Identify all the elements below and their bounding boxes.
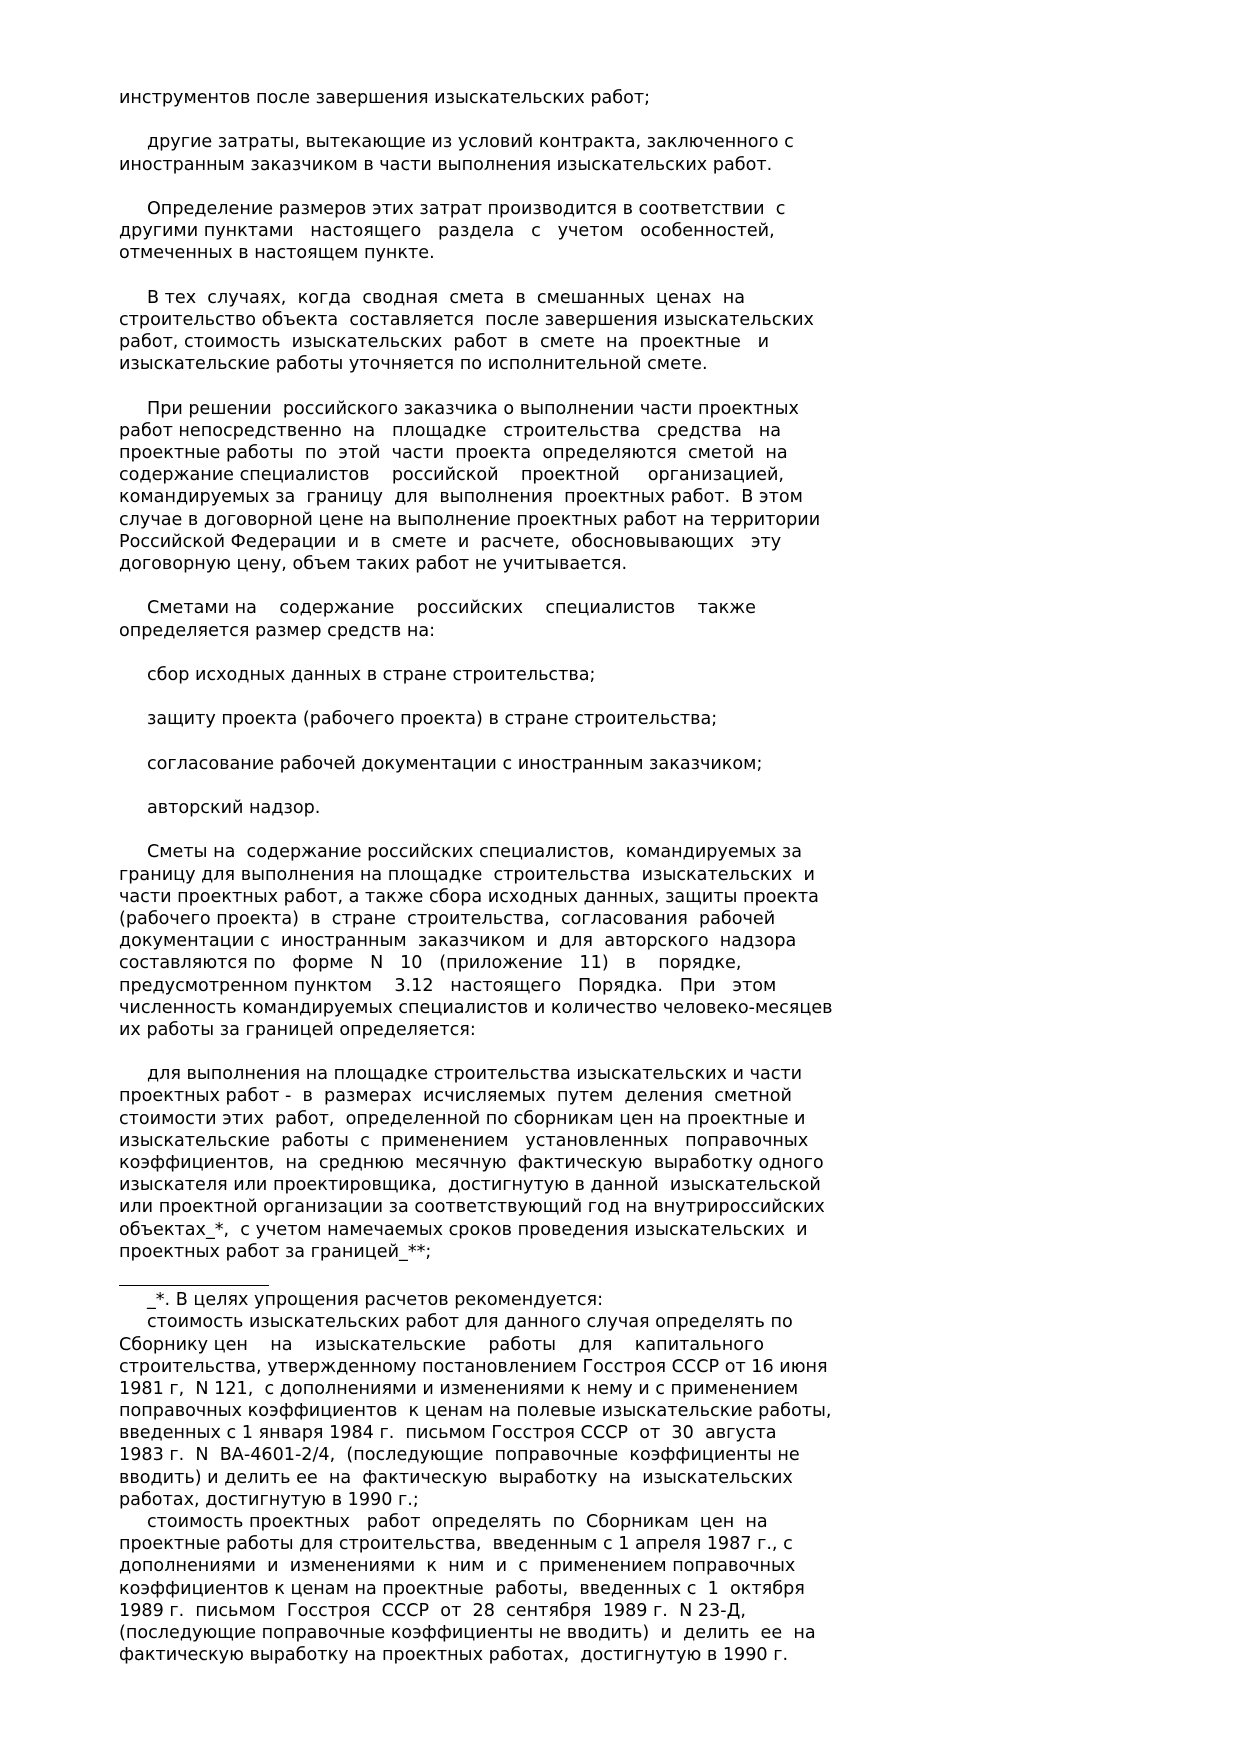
paragraph (119, 198, 1119, 265)
text-line: строительство объекта составляется после завершения изыскательских (119, 309, 814, 330)
footnote-line: (последующие поправочные коэффициенты не вводить) и делить ее на (119, 1622, 816, 1643)
text-line: (рабочего проекта) в стране строительства, согласования рабочей (119, 908, 776, 929)
paragraph (119, 131, 1119, 175)
text-line: работ непосредственно на площадке строительства средства на (119, 420, 782, 441)
text-line: другими пунктами настоящего раздела с учетом особенностей, (119, 221, 775, 242)
text-line: стоимости этих работ, определенной по сборникам цен на проектные и (119, 1108, 806, 1129)
paragraph (119, 708, 1119, 730)
text-line: случае в договорной цене на выполнение проектных работ на территории (119, 509, 821, 530)
text-line: изыскательские работы уточняется по исполнительной смете. (119, 354, 708, 375)
text-line: документации с иностранным заказчиком и для авторского надзора (119, 931, 797, 952)
text-line: согласование рабочей документации с иностранным заказчиком; (119, 753, 763, 774)
paragraph (119, 797, 1119, 819)
text-line: предусмотренном пунктом 3.12 настоящего Порядка. При этом (119, 975, 777, 996)
footnote-line: проектные работы для строительства, введенным с 1 апреля 1987 г., с (119, 1534, 793, 1555)
footnote-line: работах, достигнутую в 1990 г.; (119, 1489, 419, 1510)
paragraph (119, 1063, 1119, 1263)
text-line: коэффициентов, на среднюю месячную фактическую выработку одного (119, 1153, 824, 1173)
text-line: отмеченных в настоящем пункте. (119, 243, 435, 264)
paragraph (119, 664, 1119, 686)
text-line: изыскателя или проектировщика, достигнутую в данной изыскательской (119, 1175, 821, 1196)
text-line: для выполнения на площадке строительства изыскательских и части (119, 1064, 803, 1085)
text-line: Определение размеров этих затрат производится в соответствии с (119, 198, 786, 219)
footnote-line: строительства, утвержденному постановлением Госстроя СССР от 16 июня (119, 1356, 828, 1377)
footnote-line: дополнениями и изменениями к ним и с применением поправочных (119, 1556, 796, 1577)
text-line: договорную цену, объем таких работ не учитывается. (119, 553, 628, 574)
text-line: Сметами на содержание российских специалистов также (119, 598, 756, 619)
footnote-line: стоимость изыскательских работ для данного случая определять по (119, 1312, 793, 1333)
text-line: численность командируемых специалистов и количество человеко-месяцев (119, 997, 833, 1018)
document-body (119, 87, 1119, 1263)
text-line: определяется размер средств на: (119, 620, 436, 641)
footnote-line: вводить) и делить ее на фактическую выработку на изыскательских (119, 1467, 793, 1488)
footnote-line: поправочных коэффициентов к ценам на полевые изыскательские работы, (119, 1401, 832, 1422)
paragraph (119, 841, 1119, 1041)
paragraph (119, 753, 1119, 775)
text-line: защиту проекта (рабочего проекта) в стране строительства; (119, 709, 718, 730)
text-line: или проектной организации за соответствующий год на внутрироссийских (119, 1197, 825, 1218)
text-line: При решении российского заказчика о выполнении части проектных (119, 398, 799, 419)
text-line: составляются по форме N 10 (приложение 11) в порядке, (119, 953, 742, 974)
footnote-line: _*. В целях упрощения расчетов рекомендуется: (119, 1290, 604, 1311)
paragraph (119, 87, 1119, 109)
document-page (119, 87, 1119, 1666)
text-line: иностранным заказчиком в части выполнения изыскательских работ. (119, 154, 773, 175)
text-line: проектных работ - в размерах исчисляемых путем деления сметной (119, 1086, 792, 1107)
text-line: их работы за границей определяется: (119, 1019, 476, 1040)
text-line: объектах_*, с учетом намечаемых сроков проведения изыскательских и (119, 1219, 808, 1240)
footnote-line: коэффициентов к ценам на проектные работы, введенных с 1 октября (119, 1578, 805, 1599)
text-line: В тех случаях, когда сводная смета в смешанных ценах на (119, 287, 746, 308)
footnote-line: стоимость проектных работ определять по Сборникам цен на (119, 1512, 768, 1532)
text-line: сбор исходных данных в стране строительства; (119, 664, 596, 685)
footnote-line: 1989 г. письмом Госстроя СССР от 28 сентября 1989 г. N 23-Д, (119, 1600, 746, 1621)
text-line: авторский надзор. (119, 798, 321, 818)
paragraph (119, 398, 1119, 576)
text-line: изыскательские работы с применением установленных поправочных (119, 1130, 809, 1151)
text-line: проектные работы по этой части проекта определяются сметой на (119, 443, 788, 463)
text-line: границу для выполнения на площадке строительства изыскательских и (119, 864, 815, 885)
footnote (119, 1289, 1119, 1666)
text-line: инструментов после завершения изыскательских работ; (119, 88, 651, 108)
footnote-separator (119, 1285, 269, 1286)
text-line: Сметы на содержание российских специалистов, командируемых за (119, 842, 802, 863)
footnote-line: введенных с 1 января 1984 г. письмом Госстроя СССР от 30 августа (119, 1423, 777, 1444)
text-line: части проектных работ, а также сбора исходных данных, защиты проекта (119, 886, 819, 907)
footnote-line: 1981 г, N 121, с дополнениями и изменениями к нему и с применением (119, 1378, 799, 1399)
text-line: работ, стоимость изыскательских работ в смете на проектные и (119, 332, 770, 353)
text-line: командируемых за границу для выполнения проектных работ. В этом (119, 487, 803, 508)
text-line: Российской Федерации и в смете и расчете, обосновывающих эту (119, 531, 782, 552)
footnote-line: Сборнику цен на изыскательские работы для капитального (119, 1334, 765, 1355)
text-line: содержание специалистов российской проектной организацией, (119, 465, 784, 486)
paragraph (119, 287, 1119, 376)
paragraph (119, 597, 1119, 641)
footnote-line: фактическую выработку на проектных работах, достигнутую в 1990 г. (119, 1645, 789, 1666)
text-line: другие затраты, вытекающие из условий контракта, заключенного с (119, 132, 794, 153)
footnote-line: 1983 г. N ВА-4601-2/4, (последующие поправочные коэффициенты не (119, 1445, 800, 1466)
text-line: проектных работ за границей_**; (119, 1241, 432, 1262)
